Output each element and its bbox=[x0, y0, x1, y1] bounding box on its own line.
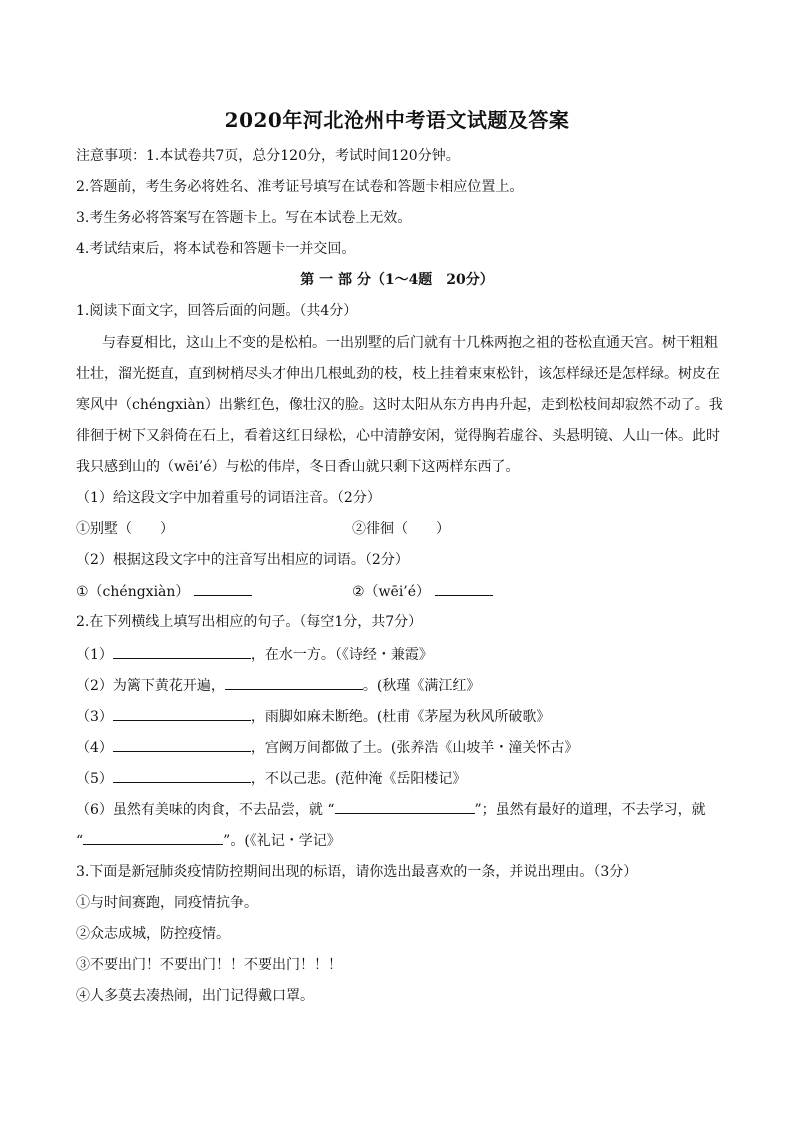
q2-item-1 bbox=[76, 644, 726, 665]
item-label: （1） bbox=[76, 647, 113, 663]
item-text: ”。(《礼记・学记》 bbox=[223, 833, 341, 849]
passage-line: 我只感到山的（wēi’é）与松的伟岸，冬日香山就只剩下这两样东西了。 bbox=[76, 459, 520, 475]
q1-answer-row-2 bbox=[76, 581, 726, 602]
item-label: （6）虽然有美味的肉食，不去品尝，就 “ bbox=[76, 802, 335, 818]
item-text: ，宫阙万间都做了土。(张养浩《山坡羊・潼关怀古》 bbox=[250, 740, 579, 756]
fill-blank[interactable] bbox=[113, 768, 251, 783]
q1-sub1: （1）给这段文字中加着重号的词语注音。（2分） bbox=[76, 490, 381, 506]
q2-item-4 bbox=[76, 737, 726, 758]
item-label: “ bbox=[76, 833, 84, 849]
item-label: （2）为篱下黄花开遍， bbox=[76, 678, 225, 694]
note-3: 3.考生务必将答案写在答题卡上。写在本试卷上无效。 bbox=[76, 210, 412, 226]
answer-blank[interactable] bbox=[194, 581, 252, 596]
fill-blank[interactable] bbox=[225, 675, 363, 690]
item-label: （3） bbox=[76, 709, 113, 725]
answer-blank[interactable] bbox=[435, 581, 493, 596]
fill-blank[interactable] bbox=[113, 644, 251, 659]
item-label: （4） bbox=[76, 740, 113, 756]
fill-blank[interactable] bbox=[83, 830, 223, 845]
fill-blank[interactable] bbox=[335, 799, 475, 814]
note-4: 4.考试结束后，将本试卷和答题卡一并交回。 bbox=[76, 241, 356, 257]
section-heading: 第 一 部 分（1～4题 20分） bbox=[300, 272, 494, 288]
q1-sub2: （2）根据这段文字中的注音写出相应的词语。（2分） bbox=[76, 552, 409, 568]
fill-blank[interactable] bbox=[113, 737, 251, 752]
fill-blank[interactable] bbox=[113, 706, 251, 721]
slogan-option-4: ④人多莫去凑热闹，出门记得戴口罩。 bbox=[76, 988, 314, 1004]
q2-heading: 2.在下列横线上填写出相应的句子。（每空1分，共7分） bbox=[76, 614, 423, 630]
passage-line: 徘徊于树下又斜倚在石上，看着这红日绿松，心中清静安闲，觉得胸若虚谷、头悬明镜、人山一体。此时 bbox=[76, 428, 720, 444]
item-text: ，雨脚如麻未断绝。(杜甫《茅屋为秋风所破歌》 bbox=[250, 709, 551, 725]
q3-heading: 3.下面是新冠肺炎疫情防控期间出现的标语，请你选出最喜欢的一条，并说出理由。（3分） bbox=[76, 864, 638, 880]
q2-item-6 bbox=[76, 799, 726, 820]
q1-answer-row-1 bbox=[76, 519, 726, 539]
passage-line: 寒风中（chéngxiàn）出紫红色，像壮汉的脸。这时太阳从东方冉冉升起，走到松枝间却寂然不动了。我 bbox=[76, 397, 723, 413]
q2-item-2 bbox=[76, 675, 726, 696]
note-2: 2.答题前，考生务必将姓名、准考证号填写在试卷和答题卡相应位置上。 bbox=[76, 179, 524, 195]
q2-item-5 bbox=[76, 768, 726, 789]
answer-chengxian-label: ①（chéngxiàn） bbox=[76, 584, 190, 600]
answer-weie bbox=[352, 581, 493, 602]
slogan-option-1: ①与时间赛跑，同疫情抗争。 bbox=[76, 895, 258, 911]
answer-paihuai: ②徘徊（ ） bbox=[352, 521, 450, 537]
item-text: ，不以己悲。(范仲淹《岳阳楼记》 bbox=[250, 771, 467, 787]
answer-bieshu: ①别墅（ ） bbox=[76, 521, 174, 537]
page-title: 2020年河北沧州中考语文试题及答案 bbox=[224, 108, 570, 132]
item-text: ，在水一方。（《诗经・兼霞》 bbox=[250, 647, 433, 663]
passage-line: 与春夏相比，这山上不变的是松柏。一出别墅的后门就有十几株两抱之祖的苍松直通天宫。树干粗粗 bbox=[102, 335, 718, 351]
slogan-option-2: ②众志成城，防控疫情。 bbox=[76, 926, 230, 942]
answer-weie-label: ②（wēi’é） bbox=[352, 584, 431, 600]
slogan-option-3: ③不要出门！不要出门！！不要出门！！！ bbox=[76, 957, 342, 973]
item-label: （5） bbox=[76, 771, 113, 787]
note-1: 注意事项：1.本试卷共7页，总分120分，考试时间120分钟。 bbox=[76, 148, 460, 164]
q2-item-3 bbox=[76, 706, 726, 727]
q1-heading: 1.阅读下面文字，回答后面的问题。（共4分） bbox=[76, 303, 358, 319]
q2-item-6-cont bbox=[76, 830, 726, 851]
item-text: 。(秋瑾《满江红》 bbox=[362, 678, 481, 694]
item-text: ”；虽然有最好的道理，不去学习，就 bbox=[474, 802, 706, 818]
passage-line: 壮壮，溜光挺直，直到树梢尽头才伸出几根虬劲的枝，枝上挂着束束松针，该怎样绿还是怎样绿。树皮在 bbox=[76, 366, 720, 382]
